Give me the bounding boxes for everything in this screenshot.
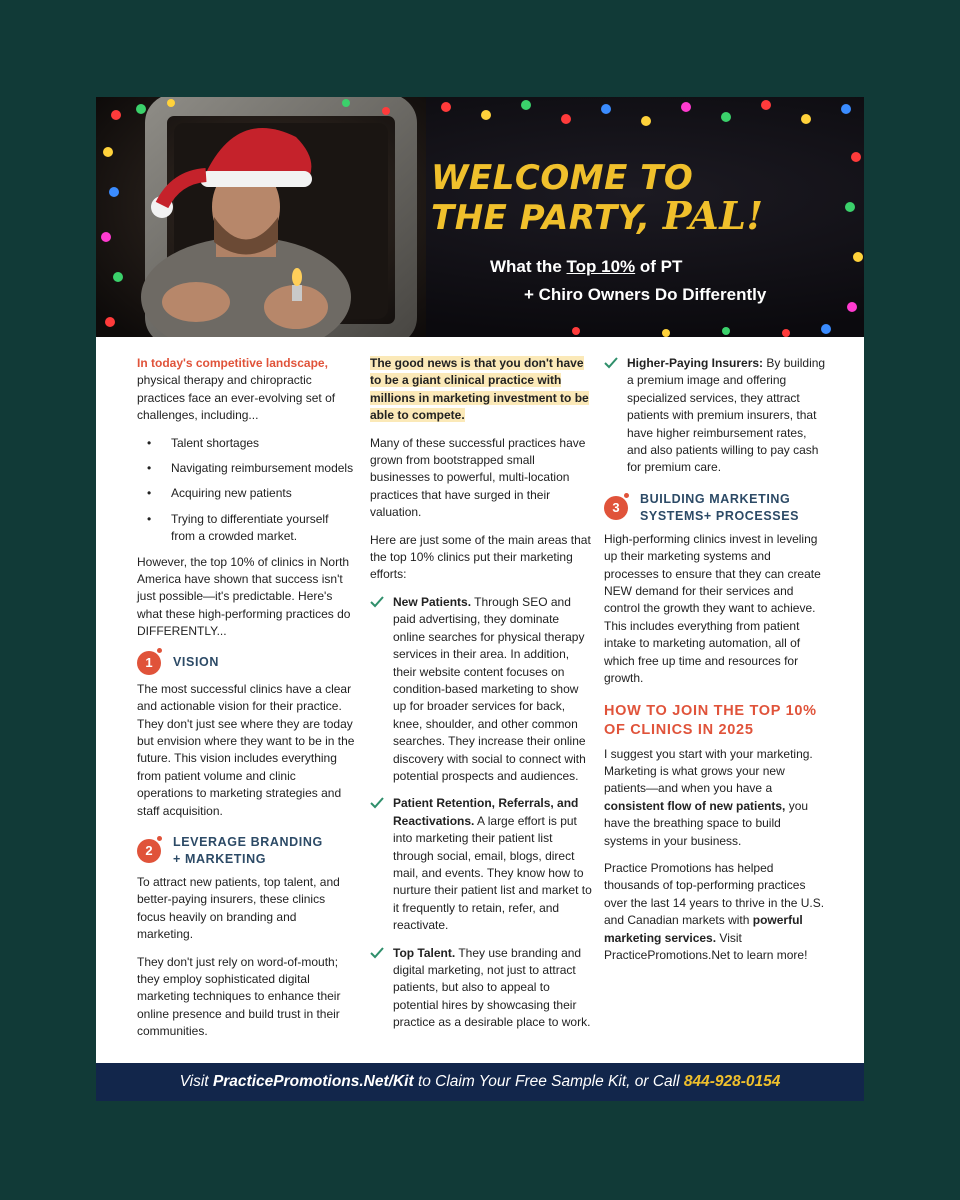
vision-paragraph: The most successful clinics have a clear and actionable vision for their practice. They don't just see where they are today but envision where they want to be in the future. This vision includes everything from patient volume and clinic operations to marketing strategies and staff acquisition.: [137, 681, 355, 818]
list-item: New Patients. Through SEO and paid advertising, they dominate online searches for physical therapy services in their area. In addition, their website content focuses on condition-based marketing to show up for broader services for back, knee, shoulder, and other common searches. They increase their online discovery with social to connect with potential prospects and audiences.: [370, 594, 592, 785]
section-heading-vision: [137, 651, 355, 675]
section-number-badge: 3: [604, 496, 628, 520]
column-left: [137, 355, 355, 1051]
growth-paragraph: Many of these successful practices have grown from bootstrapped small businesses to powerful, multi-location practices that have surged in their valuation.: [370, 435, 586, 520]
column-right: [604, 355, 826, 974]
however-paragraph: However, the top 10% of clinics in North America have shown that success isn't just possible—it's predictable. Here's what these high-performing practices do DIFFERENTLY...: [137, 554, 351, 639]
section-number-badge: 1: [137, 651, 161, 675]
checkmark-icon: [370, 947, 384, 959]
kit-link[interactable]: PracticePromotions.Net/Kit: [212, 1073, 414, 1090]
list-item: • Talent shortages: [137, 435, 355, 452]
section-title: VISION: [173, 655, 219, 670]
checkmark-icon: [370, 797, 384, 809]
list-item: • Acquiring new patients: [137, 485, 355, 502]
list-item: • Trying to differentiate yourself from a crowded market.: [137, 511, 355, 546]
section-heading-systems: [604, 491, 826, 525]
systems-paragraph: High-performing clinics invest in leveling up their marketing systems and processes to ensure that they can create NEW demand for their services and control the growth they want to achieve. This includes everything from patient intake to marketing automation, all of which free up time and resources for growth.: [604, 531, 821, 686]
intro-paragraph: In today's competitive landscape, physical therapy and chiropractic practices face an ever-evolving set of challenges, including...: [137, 356, 336, 423]
branding-paragraph-1: To attract new patients, top talent, and better-paying insurers, these clinics focus heavily on branding and marketing.: [137, 874, 340, 942]
join-heading: HOW TO JOIN THE TOP 10% OF CLINICS IN 2025: [604, 702, 817, 738]
section-title: LEVERAGE BRANDING + MARKETING: [173, 834, 323, 866]
join-paragraph-2: Practice Promotions has helped thousands of top-performing practices over the last 14 years to thrive in the U.S. and Canadian markets with powerful marketing services. Visit PracticePromotions.Net to learn more!: [604, 860, 825, 962]
hero-subtitle-line1: What the Top 10% of PT: [490, 257, 683, 276]
flyer-page: [96, 97, 864, 1101]
section-number-badge: 2: [137, 839, 161, 863]
footer-cta-bar: Visit PracticePromotions.Net/Kit to Claim Your Free Sample Kit, or Call 844-928-0154: [96, 1063, 864, 1101]
phone-number[interactable]: 844-928-0154: [683, 1073, 781, 1090]
highlight-paragraph: The good news is that you don't have to be a giant clinical practice with millions in marketing investment to be able to compete.: [370, 356, 589, 423]
checkmark-icon: [604, 357, 618, 369]
list-item: Top Talent. They use branding and digital marketing, not just to attract patients, but also to appeal to potential hires by showcasing their practice as a desirable place to work.: [370, 945, 592, 1032]
hero-photo: [96, 97, 426, 337]
section-heading-branding: [137, 834, 355, 868]
hero-title: WELCOME TO THE PARTY, PAL!: [431, 158, 764, 238]
areas-intro-paragraph: Here are just some of the main areas that the top 10% clinics put their marketing efforts:: [370, 532, 591, 582]
list-item: Patient Retention, Referrals, and Reactivations. A large effort is put into marketing their patient list through social, email, blogs, direct mail, and events. They know how to nurture their patient list and market to it frequently to retain, refer, and reactivate.: [370, 795, 592, 934]
list-item: • Navigating reimbursement models: [137, 460, 355, 477]
section-title: BUILDING MARKETING SYSTEMS+ PROCESSES: [640, 491, 800, 523]
join-paragraph-1: I suggest you start with your marketing. Marketing is what grows your new patients—and when you have a consistent flow of new patients, you have the breathing space to build systems in your business.: [604, 746, 813, 848]
hero-banner: [96, 97, 864, 337]
challenges-list: [137, 435, 355, 546]
list-item: Higher-Paying Insurers: By building a premium image and offering specialized services, they attract patients with premium insurers, that have higher reimbursement rates, and also patients willing to pay cash for premium care.: [604, 355, 826, 477]
checkmark-icon: [370, 596, 384, 608]
branding-paragraph-2: They don't just rely on word-of-mouth; they employ sophisticated digital marketing techniques to enhance their online presence and build trust in their communities.: [137, 954, 341, 1039]
hero-subtitle-line2: + Chiro Owners Do Differently: [524, 285, 767, 304]
column-middle: [370, 355, 592, 1042]
